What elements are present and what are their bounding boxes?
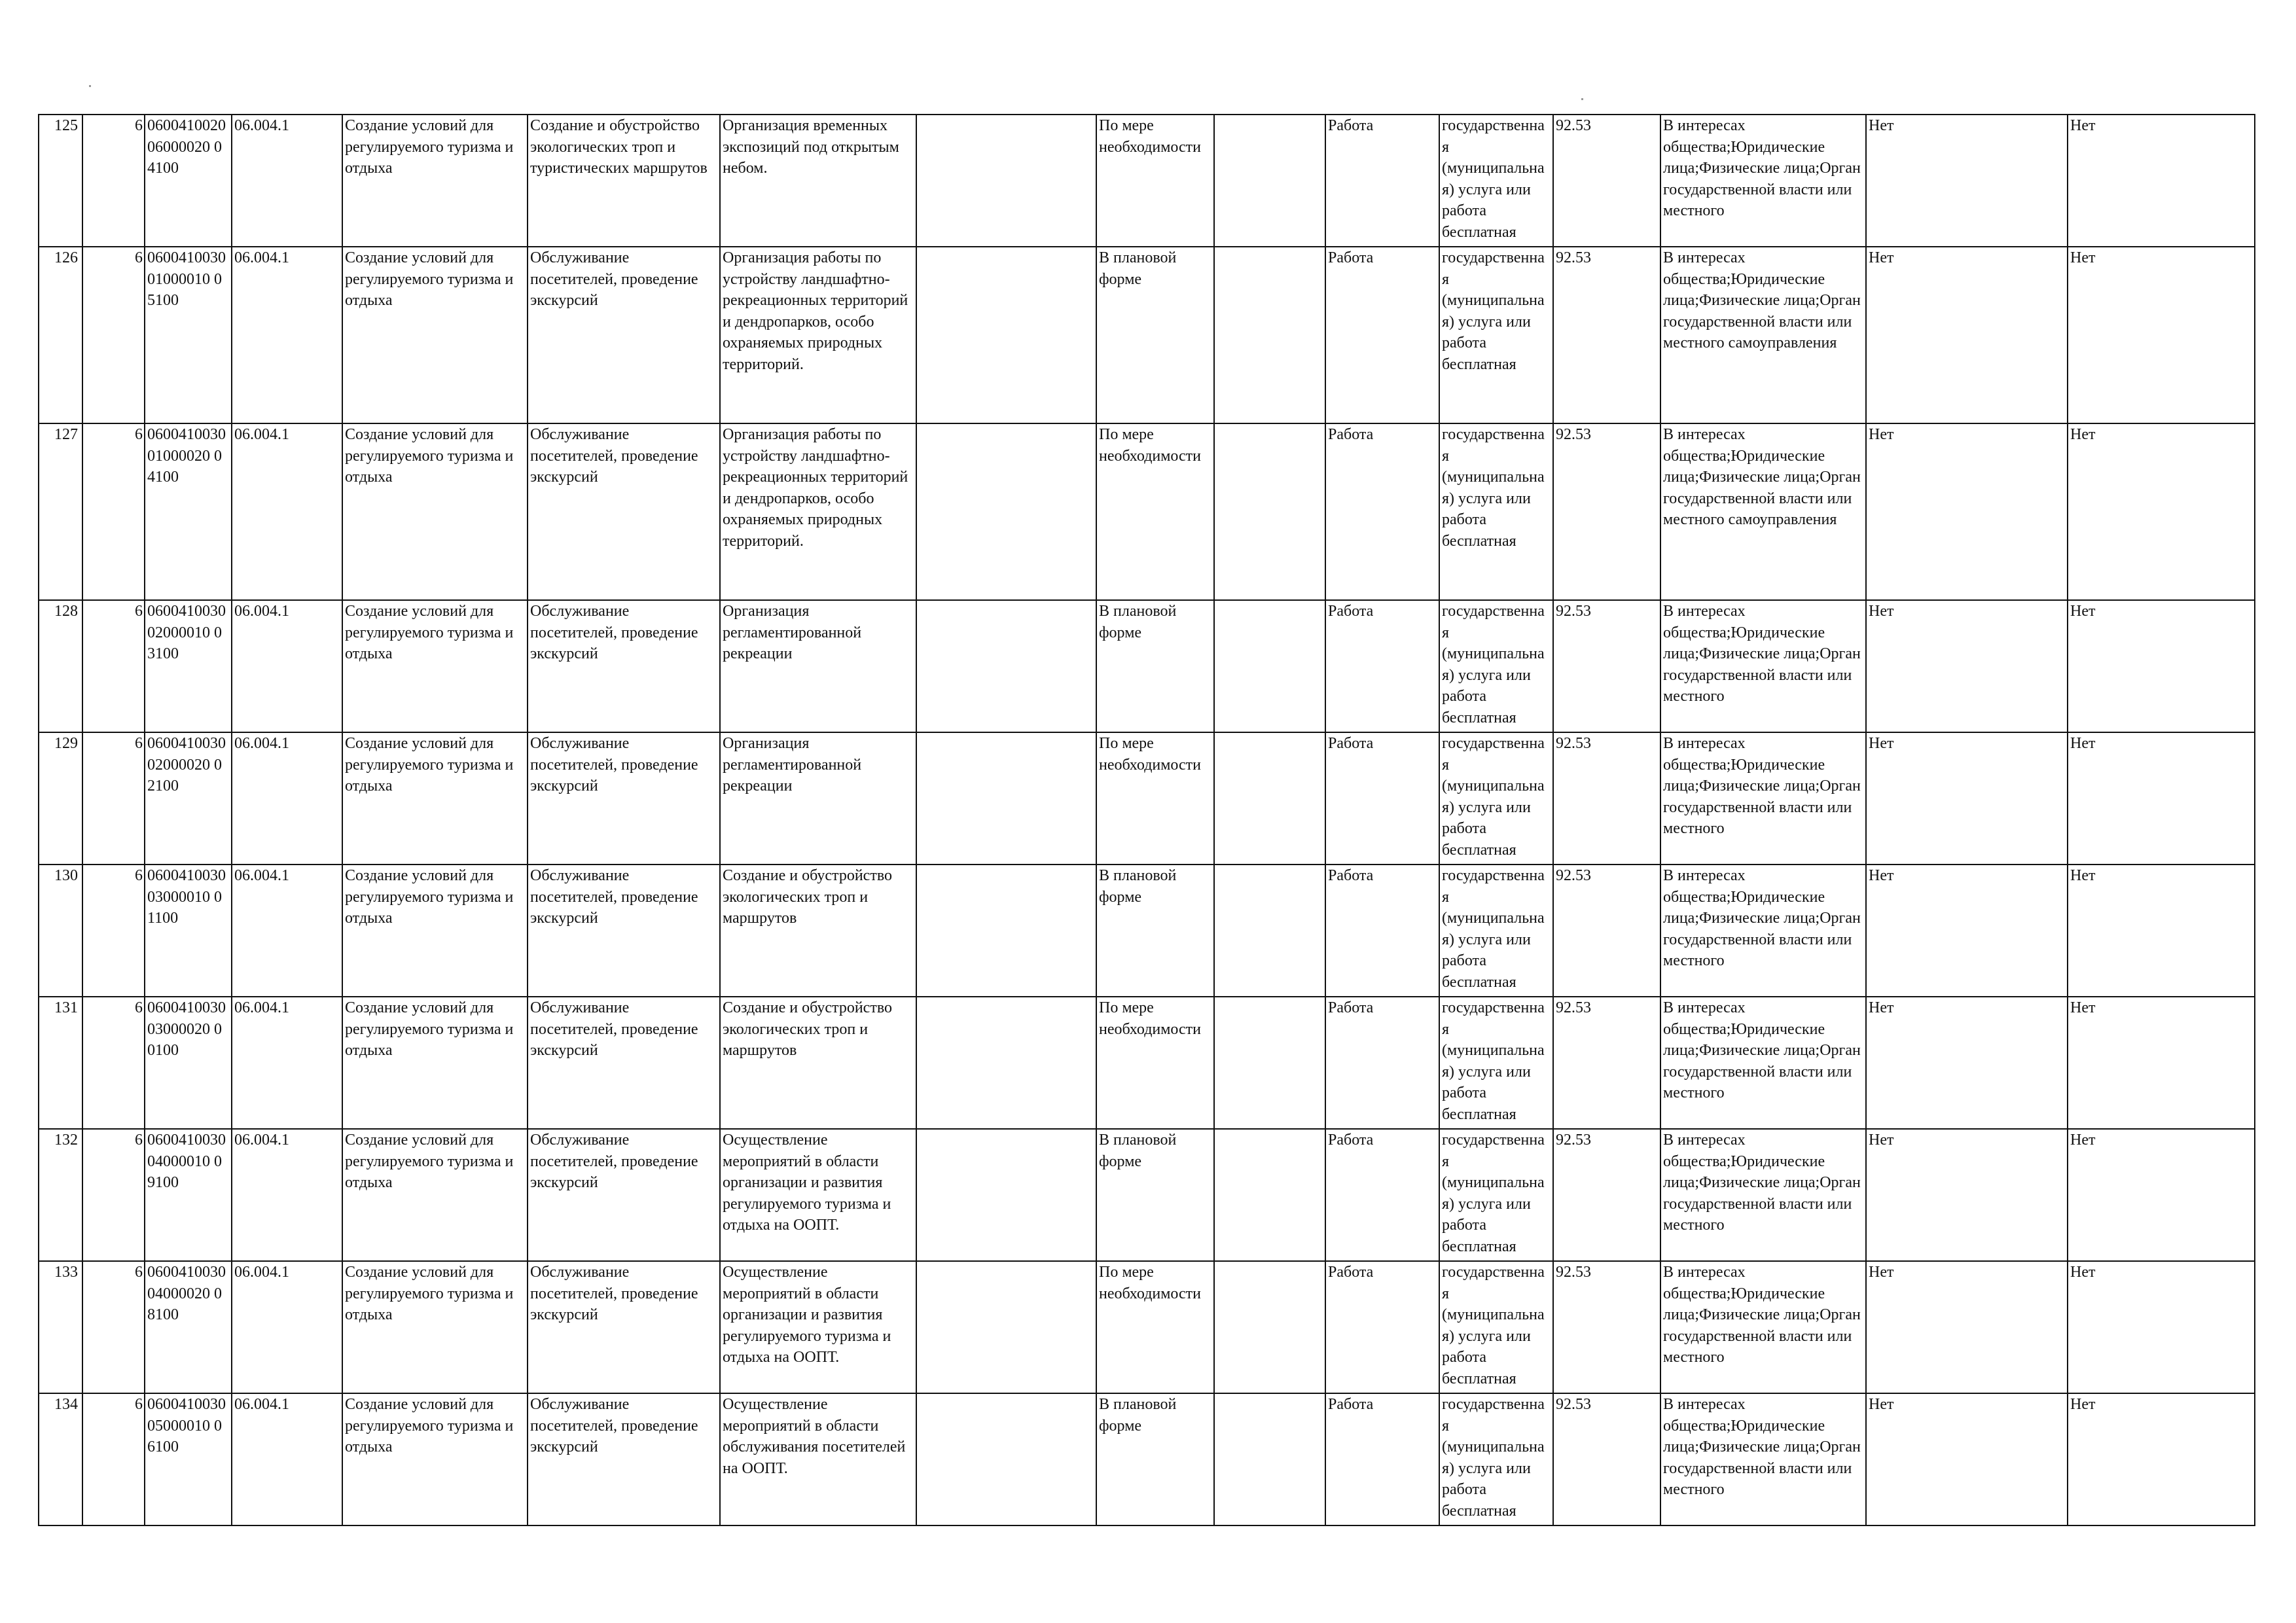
basic-service-code: 06.004.1 bbox=[232, 997, 342, 1129]
service-name: Создание условий для регулируемого туризма и отдыха bbox=[342, 1261, 528, 1393]
service-description: Организация работы по устройству ландшафтно-рекреационных территорий и дендропарков, особо охраняемых природных территорий. bbox=[720, 247, 916, 423]
empty-cell bbox=[916, 732, 1096, 865]
empty-cell bbox=[1214, 997, 1325, 1129]
empty-cell bbox=[1214, 600, 1325, 732]
table-row bbox=[39, 732, 2255, 865]
registry-code: 060041003001000010 05100 bbox=[145, 247, 232, 423]
registry-code: 060041003002000020 02100 bbox=[145, 732, 232, 865]
service-name: Создание условий для регулируемого туризма и отдыха bbox=[342, 247, 528, 423]
row-number: 130 bbox=[39, 865, 82, 997]
service-content: Обслуживание посетителей, проведение экскурсий bbox=[528, 865, 720, 997]
periodicity-cell: В плановой форме bbox=[1096, 1129, 1214, 1261]
okved-cell: 92.53 bbox=[1553, 997, 1660, 1129]
periodicity-cell: В плановой форме bbox=[1096, 600, 1214, 732]
table-row bbox=[39, 115, 2255, 247]
service-name: Создание условий для регулируемого туризма и отдыха bbox=[342, 732, 528, 865]
services-registry-table bbox=[38, 114, 2255, 1526]
service-name: Создание условий для регулируемого туризма и отдыха bbox=[342, 1129, 528, 1261]
registry-code: 060041003001000020 04100 bbox=[145, 423, 232, 600]
service-name: Создание условий для регулируемого туризма и отдыха bbox=[342, 1393, 528, 1525]
flag-cell: Нет bbox=[1866, 115, 2068, 247]
basic-service-code: 06.004.1 bbox=[232, 115, 342, 247]
table-row bbox=[39, 423, 2255, 600]
work-type-cell: Работа bbox=[1325, 115, 1439, 247]
flag-cell: Нет bbox=[2068, 423, 2255, 600]
consumers-cell: В интересах общества;Юридические лица;Физические лица;Орган государственной власти или местного самоуправления bbox=[1660, 423, 1866, 600]
service-description: Создание и обустройство экологических троп и маршрутов bbox=[720, 865, 916, 997]
registry-code: 060041003002000010 03100 bbox=[145, 600, 232, 732]
section-number: 6 bbox=[82, 1261, 145, 1393]
table-row bbox=[39, 1129, 2255, 1261]
basic-service-code: 06.004.1 bbox=[232, 247, 342, 423]
consumers-cell: В интересах общества;Юридические лица;Физические лица;Орган государственной власти или местного bbox=[1660, 1261, 1866, 1393]
payment-terms-cell: государственная (муниципальная) услуга или работа бесплатная bbox=[1439, 1129, 1553, 1261]
service-content: Создание и обустройство экологических троп и туристических маршрутов bbox=[528, 115, 720, 247]
basic-service-code: 06.004.1 bbox=[232, 1393, 342, 1525]
service-description: Организация работы по устройству ландшафтно-рекреационных территорий и дендропарков, особо охраняемых природных территорий. bbox=[720, 423, 916, 600]
flag-cell: Нет bbox=[1866, 423, 2068, 600]
okved-cell: 92.53 bbox=[1553, 600, 1660, 732]
work-type-cell: Работа bbox=[1325, 247, 1439, 423]
consumers-cell: В интересах общества;Юридические лица;Физические лица;Орган государственной власти или местного bbox=[1660, 115, 1866, 247]
empty-cell bbox=[916, 865, 1096, 997]
okved-cell: 92.53 bbox=[1553, 423, 1660, 600]
work-type-cell: Работа bbox=[1325, 865, 1439, 997]
row-number: 128 bbox=[39, 600, 82, 732]
table-row bbox=[39, 1261, 2255, 1393]
payment-terms-cell: государственная (муниципальная) услуга или работа бесплатная bbox=[1439, 423, 1553, 600]
row-number: 129 bbox=[39, 732, 82, 865]
empty-cell bbox=[1214, 1261, 1325, 1393]
empty-cell bbox=[1214, 423, 1325, 600]
registry-code: 060041003004000010 09100 bbox=[145, 1129, 232, 1261]
service-name: Создание условий для регулируемого туризма и отдыха bbox=[342, 997, 528, 1129]
consumers-cell: В интересах общества;Юридические лица;Физические лица;Орган государственной власти или местного bbox=[1660, 997, 1866, 1129]
section-number: 6 bbox=[82, 997, 145, 1129]
payment-terms-cell: государственная (муниципальная) услуга или работа бесплатная bbox=[1439, 865, 1553, 997]
work-type-cell: Работа bbox=[1325, 1129, 1439, 1261]
flag-cell: Нет bbox=[2068, 997, 2255, 1129]
empty-cell bbox=[916, 423, 1096, 600]
basic-service-code: 06.004.1 bbox=[232, 732, 342, 865]
service-content: Обслуживание посетителей, проведение экскурсий bbox=[528, 1261, 720, 1393]
empty-cell bbox=[916, 600, 1096, 732]
empty-cell bbox=[1214, 1393, 1325, 1525]
payment-terms-cell: государственная (муниципальная) услуга или работа бесплатная bbox=[1439, 732, 1553, 865]
flag-cell: Нет bbox=[1866, 247, 2068, 423]
service-content: Обслуживание посетителей, проведение экскурсий bbox=[528, 1393, 720, 1525]
registry-code: 060041003003000010 01100 bbox=[145, 865, 232, 997]
empty-cell bbox=[916, 247, 1096, 423]
flag-cell: Нет bbox=[2068, 865, 2255, 997]
service-name: Создание условий для регулируемого туризма и отдыха bbox=[342, 115, 528, 247]
work-type-cell: Работа bbox=[1325, 600, 1439, 732]
flag-cell: Нет bbox=[1866, 865, 2068, 997]
section-number: 6 bbox=[82, 1129, 145, 1261]
row-number: 132 bbox=[39, 1129, 82, 1261]
row-number: 125 bbox=[39, 115, 82, 247]
flag-cell: Нет bbox=[1866, 1129, 2068, 1261]
section-number: 6 bbox=[82, 1393, 145, 1525]
service-description: Осуществление мероприятий в области организации и развития регулируемого туризма и отдыха на ООПТ. bbox=[720, 1129, 916, 1261]
okved-cell: 92.53 bbox=[1553, 865, 1660, 997]
periodicity-cell: В плановой форме bbox=[1096, 247, 1214, 423]
empty-cell bbox=[916, 997, 1096, 1129]
table-body bbox=[39, 115, 2255, 1525]
service-description: Организация регламентированной рекреации bbox=[720, 600, 916, 732]
scan-speck bbox=[1581, 98, 1583, 100]
okved-cell: 92.53 bbox=[1553, 1393, 1660, 1525]
periodicity-cell: По мере необходимости bbox=[1096, 997, 1214, 1129]
consumers-cell: В интересах общества;Юридические лица;Физические лица;Орган государственной власти или местного bbox=[1660, 1393, 1866, 1525]
flag-cell: Нет bbox=[1866, 997, 2068, 1129]
section-number: 6 bbox=[82, 732, 145, 865]
empty-cell bbox=[1214, 115, 1325, 247]
empty-cell bbox=[916, 1261, 1096, 1393]
periodicity-cell: В плановой форме bbox=[1096, 1393, 1214, 1525]
work-type-cell: Работа bbox=[1325, 732, 1439, 865]
flag-cell: Нет bbox=[2068, 732, 2255, 865]
okved-cell: 92.53 bbox=[1553, 247, 1660, 423]
periodicity-cell: По мере необходимости bbox=[1096, 1261, 1214, 1393]
work-type-cell: Работа bbox=[1325, 997, 1439, 1129]
section-number: 6 bbox=[82, 115, 145, 247]
service-description: Осуществление мероприятий в области обслуживания посетителей на ООПТ. bbox=[720, 1393, 916, 1525]
service-name: Создание условий для регулируемого туризма и отдыха bbox=[342, 423, 528, 600]
row-number: 126 bbox=[39, 247, 82, 423]
flag-cell: Нет bbox=[1866, 732, 2068, 865]
service-content: Обслуживание посетителей, проведение экскурсий bbox=[528, 423, 720, 600]
section-number: 6 bbox=[82, 865, 145, 997]
flag-cell: Нет bbox=[2068, 1129, 2255, 1261]
row-number: 131 bbox=[39, 997, 82, 1129]
flag-cell: Нет bbox=[1866, 1261, 2068, 1393]
payment-terms-cell: государственная (муниципальная) услуга или работа бесплатная bbox=[1439, 1393, 1553, 1525]
basic-service-code: 06.004.1 bbox=[232, 1261, 342, 1393]
flag-cell: Нет bbox=[2068, 115, 2255, 247]
basic-service-code: 06.004.1 bbox=[232, 1129, 342, 1261]
service-content: Обслуживание посетителей, проведение экскурсий bbox=[528, 1129, 720, 1261]
payment-terms-cell: государственная (муниципальная) услуга или работа бесплатная bbox=[1439, 115, 1553, 247]
service-description: Осуществление мероприятий в области организации и развития регулируемого туризма и отдыха на ООПТ. bbox=[720, 1261, 916, 1393]
empty-cell bbox=[916, 1129, 1096, 1261]
basic-service-code: 06.004.1 bbox=[232, 600, 342, 732]
empty-cell bbox=[1214, 865, 1325, 997]
table-row bbox=[39, 247, 2255, 423]
registry-code: 060041002006000020 04100 bbox=[145, 115, 232, 247]
flag-cell: Нет bbox=[1866, 1393, 2068, 1525]
consumers-cell: В интересах общества;Юридические лица;Физические лица;Орган государственной власти или местного bbox=[1660, 1129, 1866, 1261]
service-content: Обслуживание посетителей, проведение экскурсий bbox=[528, 997, 720, 1129]
table-row bbox=[39, 865, 2255, 997]
empty-cell bbox=[1214, 1129, 1325, 1261]
flag-cell: Нет bbox=[1866, 600, 2068, 732]
okved-cell: 92.53 bbox=[1553, 1129, 1660, 1261]
empty-cell bbox=[1214, 732, 1325, 865]
periodicity-cell: По мере необходимости bbox=[1096, 115, 1214, 247]
section-number: 6 bbox=[82, 600, 145, 732]
row-number: 127 bbox=[39, 423, 82, 600]
service-name: Создание условий для регулируемого туризма и отдыха bbox=[342, 600, 528, 732]
table-row bbox=[39, 1393, 2255, 1525]
work-type-cell: Работа bbox=[1325, 423, 1439, 600]
empty-cell bbox=[916, 1393, 1096, 1525]
basic-service-code: 06.004.1 bbox=[232, 865, 342, 997]
flag-cell: Нет bbox=[2068, 247, 2255, 423]
row-number: 133 bbox=[39, 1261, 82, 1393]
service-description: Создание и обустройство экологических троп и маршрутов bbox=[720, 997, 916, 1129]
flag-cell: Нет bbox=[2068, 1393, 2255, 1525]
table-row bbox=[39, 997, 2255, 1129]
table-row bbox=[39, 600, 2255, 732]
work-type-cell: Работа bbox=[1325, 1393, 1439, 1525]
row-number: 134 bbox=[39, 1393, 82, 1525]
flag-cell: Нет bbox=[2068, 1261, 2255, 1393]
payment-terms-cell: государственная (муниципальная) услуга или работа бесплатная bbox=[1439, 997, 1553, 1129]
payment-terms-cell: государственная (муниципальная) услуга или работа бесплатная bbox=[1439, 600, 1553, 732]
payment-terms-cell: государственная (муниципальная) услуга или работа бесплатная bbox=[1439, 247, 1553, 423]
okved-cell: 92.53 bbox=[1553, 732, 1660, 865]
service-description: Организация регламентированной рекреации bbox=[720, 732, 916, 865]
scan-speck bbox=[89, 85, 91, 87]
registry-code: 060041003005000010 06100 bbox=[145, 1393, 232, 1525]
okved-cell: 92.53 bbox=[1553, 115, 1660, 247]
service-content: Обслуживание посетителей, проведение экскурсий bbox=[528, 600, 720, 732]
empty-cell bbox=[1214, 247, 1325, 423]
work-type-cell: Работа bbox=[1325, 1261, 1439, 1393]
service-content: Обслуживание посетителей, проведение экскурсий bbox=[528, 247, 720, 423]
periodicity-cell: По мере необходимости bbox=[1096, 423, 1214, 600]
consumers-cell: В интересах общества;Юридические лица;Физические лица;Орган государственной власти или местного bbox=[1660, 732, 1866, 865]
service-content: Обслуживание посетителей, проведение экскурсий bbox=[528, 732, 720, 865]
okved-cell: 92.53 bbox=[1553, 1261, 1660, 1393]
service-description: Организация временных экспозиций под открытым небом. bbox=[720, 115, 916, 247]
service-name: Создание условий для регулируемого туризма и отдыха bbox=[342, 865, 528, 997]
consumers-cell: В интересах общества;Юридические лица;Физические лица;Орган государственной власти или местного bbox=[1660, 865, 1866, 997]
consumers-cell: В интересах общества;Юридические лица;Физические лица;Орган государственной власти или местного bbox=[1660, 600, 1866, 732]
registry-code: 060041003004000020 08100 bbox=[145, 1261, 232, 1393]
section-number: 6 bbox=[82, 247, 145, 423]
periodicity-cell: По мере необходимости bbox=[1096, 732, 1214, 865]
registry-code: 060041003003000020 00100 bbox=[145, 997, 232, 1129]
periodicity-cell: В плановой форме bbox=[1096, 865, 1214, 997]
registry-sheet bbox=[38, 114, 2255, 1526]
payment-terms-cell: государственная (муниципальная) услуга или работа бесплатная bbox=[1439, 1261, 1553, 1393]
flag-cell: Нет bbox=[2068, 600, 2255, 732]
section-number: 6 bbox=[82, 423, 145, 600]
basic-service-code: 06.004.1 bbox=[232, 423, 342, 600]
empty-cell bbox=[916, 115, 1096, 247]
consumers-cell: В интересах общества;Юридические лица;Физические лица;Орган государственной власти или местного самоуправления bbox=[1660, 247, 1866, 423]
